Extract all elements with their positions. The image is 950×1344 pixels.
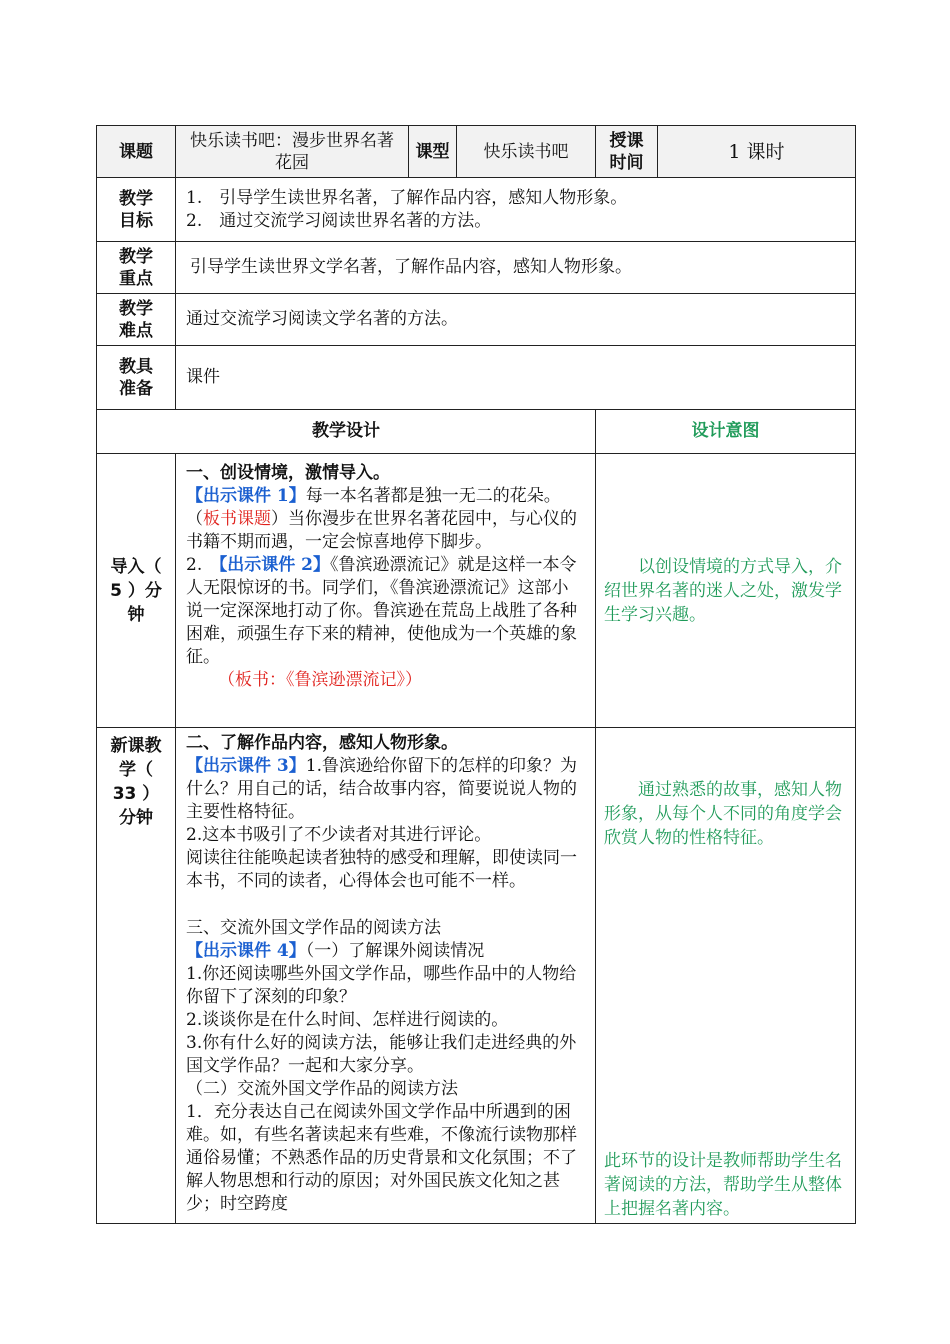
section-3-sub-1	[186, 940, 585, 963]
intro-text: 每一本名著都是独一无二的花朵。（	[186, 486, 561, 529]
newlesson-intent-2: 此环节的设计是教师帮助学生名著阅读的方法，帮助学生从整体上把握名著内容。	[604, 1151, 842, 1219]
lesson-plan-table	[96, 125, 856, 1224]
intro-heading: 一、创设情境，激情导入。	[186, 463, 390, 483]
courseware-tag: 【出示课件 4】	[186, 941, 306, 961]
intro-content	[176, 454, 596, 728]
key-value: 引导学生读世界文学名著，了解作品内容，感知人物形象。	[176, 242, 856, 294]
section-3-question: 3.你有什么好的阅读方法，能够让我们走进经典的外国文学作品？一起和大家分享。	[186, 1033, 577, 1076]
section-3-question: 2.谈谈你是在什么时间、怎样进行阅读的。	[186, 1010, 509, 1030]
courseware-tag: 【出示课件 1】	[186, 486, 306, 506]
sub-heading: （一）了解课外阅读情况	[305, 941, 485, 961]
key-label: 教学重点	[97, 242, 176, 294]
section-3-sub-2: （二）交流外国文学作品的阅读方法	[186, 1079, 458, 1099]
design-title: 教学设计	[97, 410, 596, 454]
intro-row	[97, 454, 856, 728]
intro-text: ）当你漫步在世界名著花园中，与心仪的书籍不期而遇，一定会惊喜地停下脚步。	[186, 509, 577, 552]
topic-label: 课题	[97, 126, 176, 178]
intent-title: 设计意图	[596, 410, 856, 454]
intro-text: 《鲁滨逊漂流记》就是这样一本令人无限惊讶的书。同学们，《鲁滨逊漂流记》这部小说一定深深地打动了你。鲁滨逊在荒岛上战胜了各种困难，顽强生存下来的精神，使他成为一个英雄的象征。	[186, 555, 577, 667]
difficulty-row	[97, 294, 856, 346]
design-header-row	[97, 410, 856, 454]
spacer	[186, 893, 585, 917]
board-note: 板书课题	[203, 509, 271, 529]
section-3-heading: 三、交流外国文学作品的阅读方法	[186, 918, 441, 938]
goals-cell	[176, 178, 856, 242]
difficulty-value: 通过交流学习阅读文学名著的方法。	[176, 294, 856, 346]
section-2-heading: 二、了解作品内容，感知人物形象。	[186, 733, 458, 753]
tools-value: 课件	[176, 346, 856, 410]
question-2: 2.这本书吸引了不少读者对其进行评论。	[186, 825, 492, 845]
goals-label: 教学目标	[97, 178, 176, 242]
courseware-tag: 【出示课件 2】	[210, 555, 330, 575]
intro-paragraph-2	[186, 554, 585, 669]
intro-label: 导入（ 5 ）分钟	[97, 454, 176, 728]
key-row	[97, 242, 856, 294]
lesson-plan	[96, 125, 855, 1224]
goal-item: 1. 引导学生读世界名著，了解作品内容，感知人物形象。	[186, 187, 628, 208]
time-value: 1 课时	[658, 126, 856, 178]
item-number: 2.	[186, 555, 203, 575]
difficulty-label: 教学难点	[97, 294, 176, 346]
newlesson-intent-1: 通过熟悉的故事，感知人物形象，从每个人不同的角度学会欣赏人物的性格特征。	[604, 780, 842, 848]
newlesson-content	[176, 728, 596, 1224]
section-3-question: 1.你还阅读哪些外国文学作品，哪些作品中的人物给你留下了深刻的印象？	[186, 964, 577, 1007]
question-text: 1.鲁滨逊给你留下的怎样的印象？为什么？用自己的话，结合故事内容，简要说说人物的主要性格特征。	[186, 756, 577, 822]
type-label: 课型	[409, 126, 457, 178]
board-title: （板书：《鲁滨逊漂流记》）	[218, 670, 422, 690]
courseware-tag: 【出示课件 3】	[186, 756, 306, 776]
goals-row	[97, 178, 856, 242]
tools-row	[97, 346, 856, 410]
newlesson-row	[97, 728, 856, 1224]
section-3-paragraph: 1．充分表达自己在阅读外国文学作品中所遇到的困难。如，有些名著读起来有些难，不像流行读物那样通俗易懂；不熟悉作品的历史背景和文化氛围；不了解人物思想和行动的原因；对外国民族文化知之甚少；时空跨度	[186, 1102, 577, 1214]
goal-item: 2. 通过交流学习阅读世界名著的方法。	[186, 210, 492, 231]
intro-intent: 以创设情境的方式导入，介绍世界名著的迷人之处，激发学生学习兴趣。	[596, 454, 856, 728]
type-value: 快乐读书吧	[457, 126, 596, 178]
tools-label: 教具准备	[97, 346, 176, 410]
time-label: 授课时间	[596, 126, 658, 178]
intro-paragraph-1	[186, 485, 585, 554]
question-2-detail: 阅读往往能唤起读者独特的感受和理解，即使读同一本书，不同的读者，心得体会也可能不一样。	[186, 848, 577, 891]
question-1	[186, 755, 585, 824]
newlesson-label: 新课教学（ 33 ）分钟	[97, 728, 176, 1224]
topic-value: 快乐读书吧：漫步世界名著花园	[176, 126, 409, 178]
newlesson-intent-cell	[596, 728, 856, 1224]
header-row	[97, 126, 856, 178]
